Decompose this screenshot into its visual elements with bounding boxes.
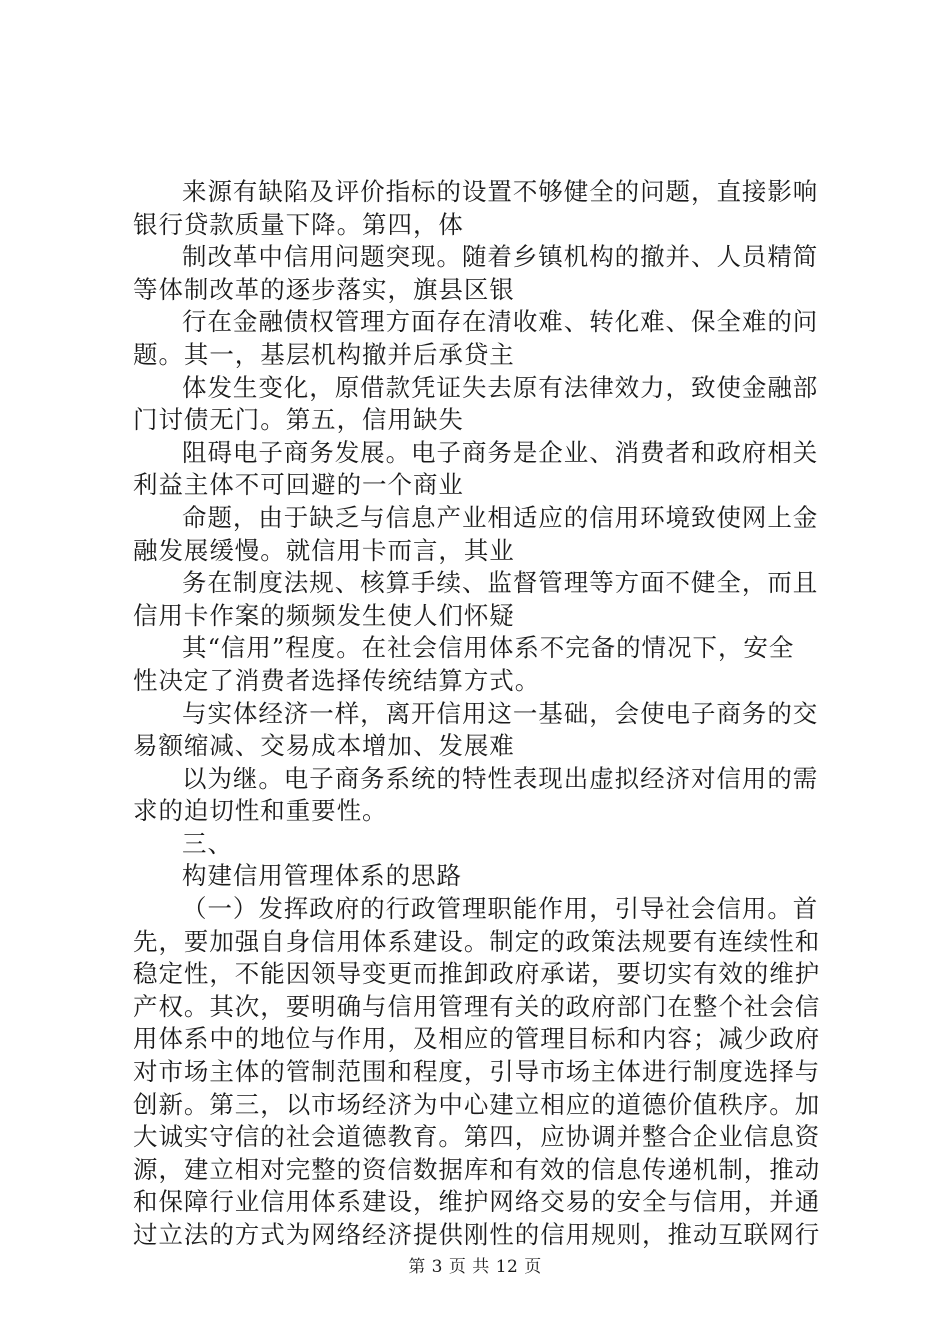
text-line: 信用卡作案的频频发生使人们怀疑: [133, 600, 515, 630]
text-line: 阻碍电子商务发展。电子商务是企业、消费者和政府相关: [182, 437, 819, 467]
text-line: 求的迫切性和重要性。: [133, 796, 388, 826]
text-line: 体发生变化，原借款凭证失去原有法律效力，致使金融部: [182, 372, 819, 402]
text-line: 和保障行业信用体系建设，维护网络交易的安全与信用，并通: [133, 1187, 821, 1217]
text-line: 来源有缺陷及评价指标的设置不够健全的问题，直接影响: [182, 177, 819, 206]
text-line: 门讨债无门。第五，信用缺失: [133, 405, 464, 435]
body-text: [133, 176, 833, 1252]
text-line: 对市场主体的管制范围和程度，引导市场主体进行制度选择与: [133, 1057, 821, 1087]
text-line: 过立法的方式为网络经济提供刚性的信用规则，推动互联网行: [133, 1220, 821, 1249]
page-footer: 第 3 页 共 12 页: [408, 1257, 542, 1277]
text-line: 题。其一，基层机构撤并后承贷主: [133, 339, 515, 369]
text-line: （一）发挥政府的行政管理职能作用，引导社会信用。首: [182, 894, 819, 924]
text-line: 用体系中的地位与作用，及相应的管理目标和内容；减少政府: [133, 1024, 821, 1054]
text-line: 利益主体不可回避的一个商业: [133, 470, 464, 500]
text-line: 源，建立相对完整的资信数据库和有效的信息传递机制，推动: [133, 1154, 821, 1184]
text-line: 行在金融债权管理方面存在清收难、转化难、保全难的问: [182, 307, 819, 337]
text-line: 务在制度法规、核算手续、监督管理等方面不健全，而且: [182, 568, 819, 598]
text-line: 大诚实守信的社会道德教育。第四，应协调并整合企业信息资: [133, 1122, 821, 1152]
text-line: 与实体经济一样，离开信用这一基础，会使电子商务的交: [182, 698, 819, 728]
text-line: 融发展缓慢。就信用卡而言，其业: [133, 535, 515, 565]
text-line: 等体制改革的逐步落实，旗县区银: [133, 274, 515, 304]
text-line: 银行贷款质量下降。第四，体: [133, 209, 464, 239]
text-line: 三、: [182, 828, 233, 858]
text-line: 产权。其次，要明确与信用管理有关的政府部门在整个社会信: [133, 991, 821, 1021]
text-line: 命题，由于缺乏与信息产业相适应的信用环境致使网上金: [182, 502, 819, 532]
text-line: 以为继。电子商务系统的特性表现出虚拟经济对信用的需: [182, 763, 819, 793]
text-line: 创新。第三，以市场经济为中心建立相应的道德价值秩序。加: [133, 1089, 821, 1119]
text-line: 稳定性，不能因领导变更而推卸政府承诺，要切实有效的维护: [133, 959, 821, 989]
text-line: 易额缩减、交易成本增加、发展难: [133, 731, 515, 761]
text-line: 制改革中信用问题突现。随着乡镇机构的撤并、人员精简: [182, 242, 819, 272]
text-line: 先，要加强自身信用体系建设。制定的政策法规要有连续性和: [133, 926, 821, 956]
text-line: 性决定了消费者选择传统结算方式。: [133, 665, 541, 695]
text-line: 构建信用管理体系的思路: [182, 861, 462, 891]
text-line: 其“信用”程度。在社会信用体系不完备的情况下，安全: [182, 633, 795, 663]
